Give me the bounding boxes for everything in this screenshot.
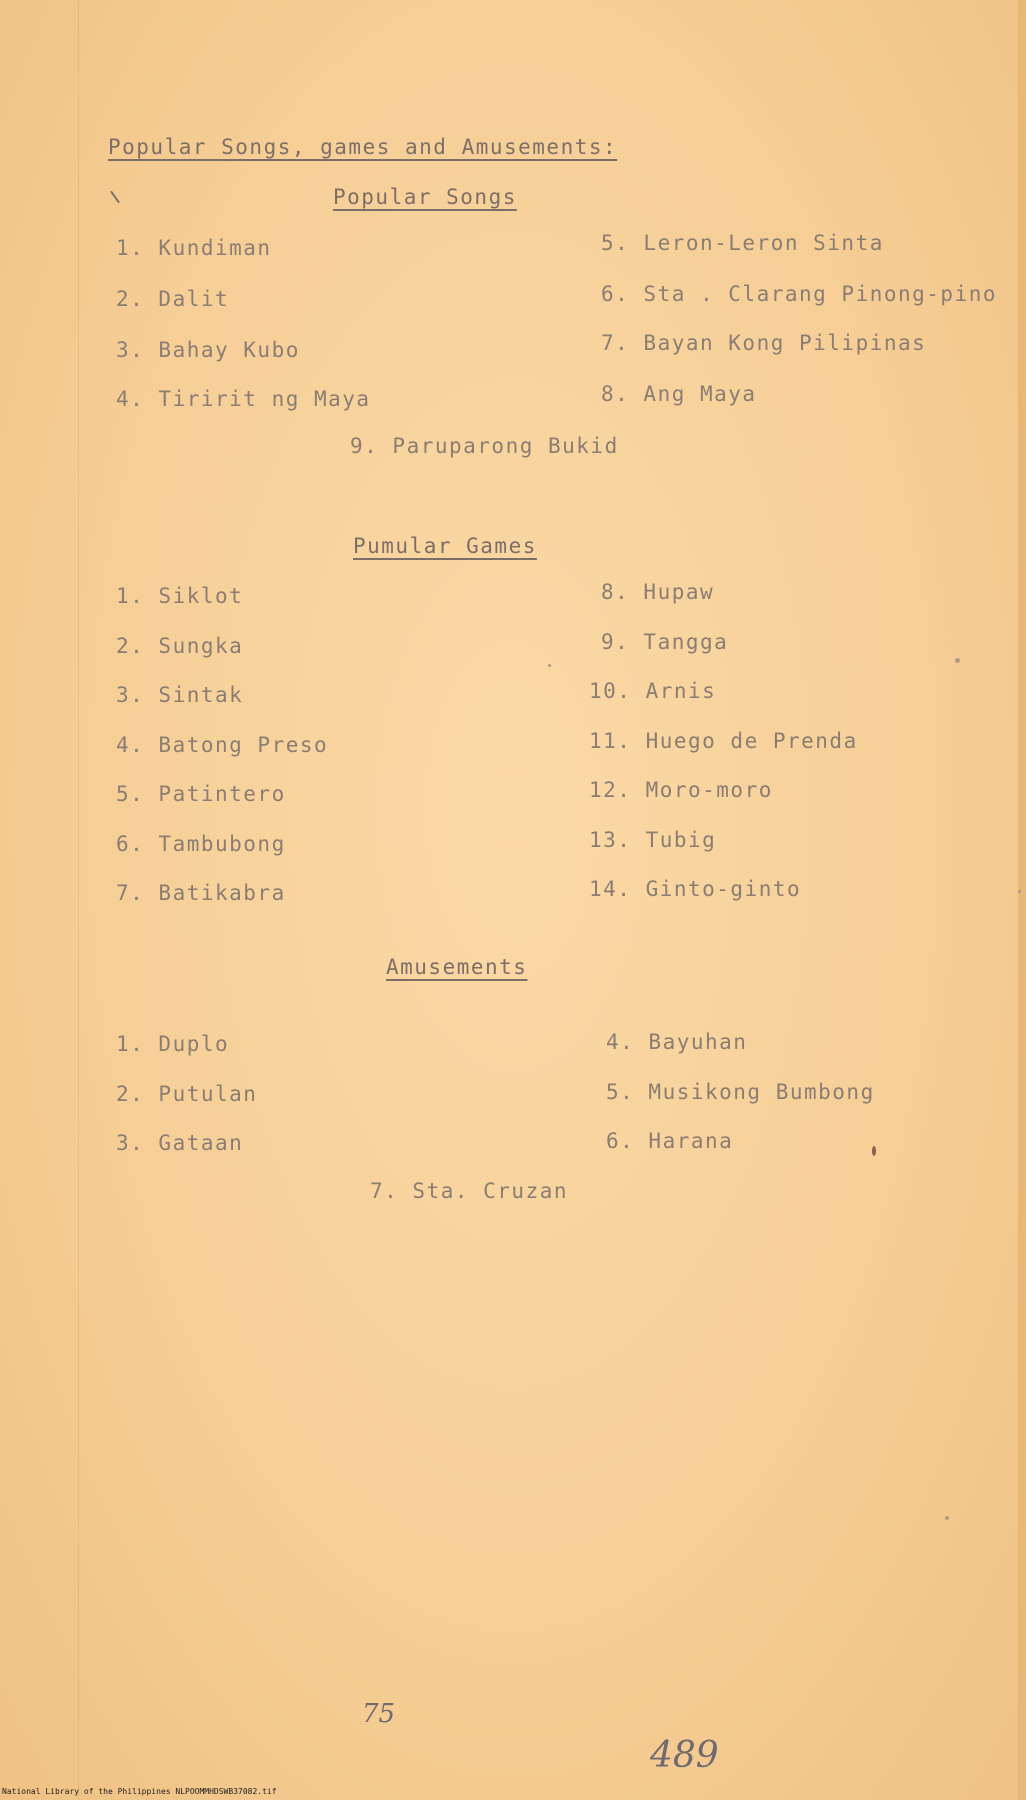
amusement-item: 4. Bayuhan xyxy=(606,1030,748,1054)
ink-speck xyxy=(955,658,960,663)
game-item: 4. Batong Preso xyxy=(116,733,329,757)
amusement-item: 1. Duplo xyxy=(116,1032,230,1056)
game-item: 8. Hupaw xyxy=(601,580,715,604)
game-item: 5. Patintero xyxy=(116,782,286,806)
songs-heading: Popular Songs xyxy=(333,185,517,209)
ink-speck xyxy=(872,1146,876,1156)
handwritten-page-number: 75 xyxy=(362,1699,396,1729)
games-heading: Pumular Games xyxy=(353,534,537,558)
amusement-item: 6. Harana xyxy=(606,1129,734,1153)
game-item: 13. Tubig xyxy=(589,828,717,852)
game-item: 1. Siklot xyxy=(116,584,244,608)
game-item: 14. Ginto-ginto xyxy=(589,877,802,901)
song-item: 3. Bahay Kubo xyxy=(116,338,300,362)
scan-footer: National Library of the Philippines NLPOOMMHDSWB37082.tif xyxy=(2,1787,277,1796)
handwritten-folio-number: 489 xyxy=(650,1735,719,1776)
song-item: 1. Kundiman xyxy=(116,236,272,260)
check-mark-icon xyxy=(110,191,120,204)
song-item: 5. Leron-Leron Sinta xyxy=(601,231,884,255)
game-item: 2. Sungka xyxy=(116,634,244,658)
game-item: 9. Tangga xyxy=(601,630,729,654)
amusement-item: 7. Sta. Cruzan xyxy=(370,1179,569,1203)
amusement-item: 3. Gataan xyxy=(116,1131,244,1155)
page-fold-line xyxy=(78,0,79,1800)
amusements-heading: Amusements xyxy=(386,955,528,979)
song-item: 2. Dalit xyxy=(116,287,230,311)
song-item: 4. Tiririt ng Maya xyxy=(116,387,371,411)
song-item: 8. Ang Maya xyxy=(601,382,757,406)
song-item: 9. Paruparong Bukid xyxy=(350,434,619,458)
amusement-item: 5. Musikong Bumbong xyxy=(606,1080,875,1104)
song-item: 7. Bayan Kong Pilipinas xyxy=(601,331,927,355)
document-title: Popular Songs, games and Amusements: xyxy=(108,135,618,159)
game-item: 10. Arnis xyxy=(589,679,717,703)
ink-speck xyxy=(1018,890,1021,893)
game-item: 12. Moro-moro xyxy=(589,778,773,802)
game-item: 6. Tambubong xyxy=(116,832,286,856)
amusement-item: 2. Putulan xyxy=(116,1082,258,1106)
page-edge-shadow xyxy=(1018,0,1026,1800)
game-item: 7. Batikabra xyxy=(116,881,286,905)
game-item: 11. Huego de Prenda xyxy=(589,729,858,753)
song-item: 6. Sta . Clarang Pinong-pino xyxy=(601,282,998,306)
ink-speck xyxy=(548,664,551,667)
game-item: 3. Sintak xyxy=(116,683,244,707)
ink-speck xyxy=(945,1516,949,1520)
